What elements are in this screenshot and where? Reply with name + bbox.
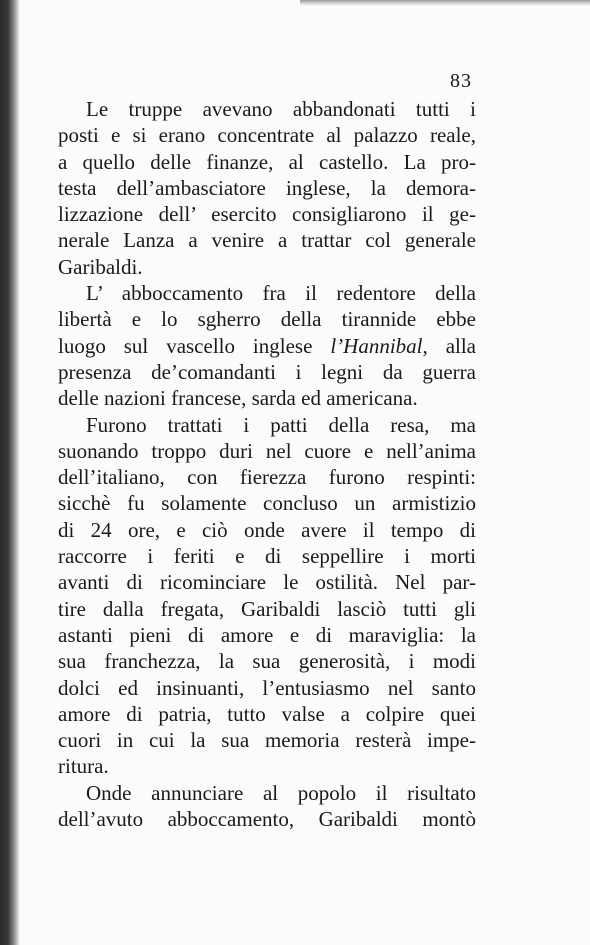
text-line: avanti di ricominciare le ostilità. Nel par- [58,570,476,595]
text-line: libertà e lo sgherro della tirannide ebbe [58,307,476,332]
text-line: di 24 ore, e ciò onde avere il tempo di [58,517,476,542]
page-number: 83 [450,70,472,92]
text-line: amore di patria, tutto valse a colpire quei [58,701,476,726]
text-line: Le truppe avevano abbandonati tutti i [86,97,476,121]
ship-name: l’Hannibal [330,333,423,358]
text-line: delle nazioni francese, sarda ed americana. [58,386,418,411]
text-line: suonando troppo duri nel cuore e nell’anima [58,438,476,463]
text-line: ritura. [58,754,109,779]
page-top-edge [300,0,590,6]
text-line: dell’italiano, con fierezza furono respinti: [58,465,476,490]
text-line: lizzazione dell’ esercito consigliarono il ge- [58,202,476,227]
text-line: tire dalla fregata, Garibaldi lasciò tutti gli [58,596,476,621]
text-line: Furono trattati i patti della resa, ma [86,412,476,437]
body-text [58,96,476,832]
text-line: a quello delle finanze, al castello. La pro- [58,149,476,174]
text-line: testa dell’ambasciatore inglese, la demora- [58,175,476,200]
text-line: astanti pieni di amore e di maraviglia: la [58,622,476,647]
text-line: Onde annunciare al popolo il risultato [86,780,476,805]
text-segment: , alla [422,333,476,358]
text-line: sicchè fu solamente concluso un armistizio [58,491,476,516]
binding-edge [0,0,20,945]
text-segment: luogo sul vascello inglese [58,333,313,358]
text-line: nerale Lanza a venire a trattar col generale [58,228,476,253]
text-line: posti e si erano concentrate al palazzo reale, [58,123,476,148]
text-line: sua franchezza, la sua generosità, i modi [58,649,476,674]
text-line: L’ abboccamento fra il redentore della [86,281,476,306]
text-line: Garibaldi. [58,254,143,279]
text-line: cuori in cui la sua memoria resterà impe- [58,728,476,753]
text-line: raccorre i feriti e di seppellire i morti [58,544,476,569]
text-line-with-italic [58,333,476,359]
text-line: presenza de’comandanti i legni da guerra [58,359,476,384]
text-line: dell’avuto abboccamento, Garibaldi montò [58,807,476,832]
text-line: dolci ed insinuanti, l’entusiasmo nel santo [58,675,476,700]
